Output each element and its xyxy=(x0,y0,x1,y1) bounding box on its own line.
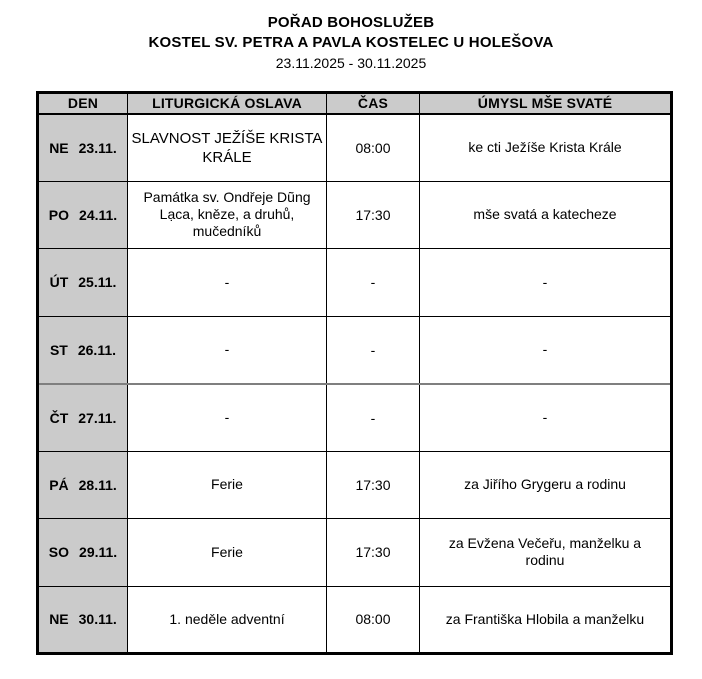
schedule-table xyxy=(36,91,673,655)
day-abbreviation: ČT xyxy=(49,409,69,426)
day-date: 24.11. xyxy=(79,206,118,223)
day-date: 25.11. xyxy=(78,274,117,291)
time-cell: - xyxy=(327,316,420,384)
table-row xyxy=(38,519,672,587)
day-date: 26.11. xyxy=(77,341,117,358)
table-row xyxy=(38,249,672,317)
celebration-cell: - xyxy=(128,316,327,384)
time-cell: 17:30 xyxy=(327,451,420,519)
intention-cell: - xyxy=(420,249,672,317)
celebration-cell: Památka sv. Ondřeje Dũng Lạca, kněze, a druhů, mučedníků xyxy=(128,181,327,249)
table-row xyxy=(38,316,672,384)
time-cell: 08:00 xyxy=(327,586,420,654)
day-cell xyxy=(38,114,128,182)
time-cell: 17:30 xyxy=(327,181,420,249)
day-cell xyxy=(38,384,128,452)
column-header-celebration: LITURGICKÁ OSLAVA xyxy=(128,93,327,114)
day-abbreviation: ST xyxy=(49,341,68,358)
day-cell xyxy=(38,519,128,587)
celebration-cell: Ferie xyxy=(128,451,327,519)
title-block xyxy=(0,0,702,74)
day-abbreviation: PÁ xyxy=(49,476,69,493)
day-date: 23.11. xyxy=(78,139,117,156)
table-row xyxy=(38,586,672,654)
day-date: 30.11. xyxy=(78,611,117,628)
day-date: 27.11. xyxy=(78,409,117,426)
time-cell: - xyxy=(327,384,420,452)
header-row xyxy=(38,93,672,114)
day-cell xyxy=(38,586,128,654)
intention-cell: za Františka Hlobila a manželku xyxy=(420,586,672,654)
celebration-cell: Ferie xyxy=(128,519,327,587)
day-abbreviation: NE xyxy=(49,139,69,156)
table-row xyxy=(38,181,672,249)
day-abbreviation: NE xyxy=(49,611,69,628)
column-header-day: DEN xyxy=(38,93,128,114)
time-cell: 08:00 xyxy=(327,114,420,182)
table-row xyxy=(38,451,672,519)
intention-cell: ke cti Ježíše Krista Krále xyxy=(420,114,672,182)
time-cell: 17:30 xyxy=(327,519,420,587)
column-header-time: ČAS xyxy=(327,93,420,114)
day-date: 29.11. xyxy=(79,544,118,561)
celebration-cell: - xyxy=(128,249,327,317)
celebration-cell: SLAVNOST JEŽÍŠE KRISTA KRÁLE xyxy=(128,114,327,182)
day-abbreviation: PO xyxy=(48,206,70,223)
intention-cell: - xyxy=(420,384,672,452)
table-row xyxy=(38,114,672,182)
intention-cell: za Jiřího Grygeru a rodinu xyxy=(420,451,672,519)
intention-cell: za Evžena Večeřu, manželku a rodinu xyxy=(420,519,672,587)
day-cell xyxy=(38,451,128,519)
celebration-cell: - xyxy=(128,384,327,452)
table-row xyxy=(38,384,672,452)
intention-cell: mše svatá a katecheze xyxy=(420,181,672,249)
day-abbreviation: ÚT xyxy=(49,274,69,291)
day-date: 28.11. xyxy=(78,476,117,493)
page-subtitle: KOSTEL SV. PETRA A PAVLA KOSTELEC U HOLEŠOVA xyxy=(148,34,554,51)
date-range: 23.11.2025 - 30.11.2025 xyxy=(275,55,427,71)
table-header xyxy=(38,93,672,114)
intention-cell: - xyxy=(420,316,672,384)
table-body xyxy=(38,114,672,654)
day-cell xyxy=(38,181,128,249)
day-abbreviation: SO xyxy=(48,544,70,561)
time-cell: - xyxy=(327,249,420,317)
day-cell xyxy=(38,316,128,384)
day-cell xyxy=(38,249,128,317)
column-header-intention: ÚMYSL MŠE SVATÉ xyxy=(420,93,672,114)
page-title: POŘAD BOHOSLUŽEB xyxy=(267,14,435,31)
celebration-cell: 1. neděle adventní xyxy=(128,586,327,654)
